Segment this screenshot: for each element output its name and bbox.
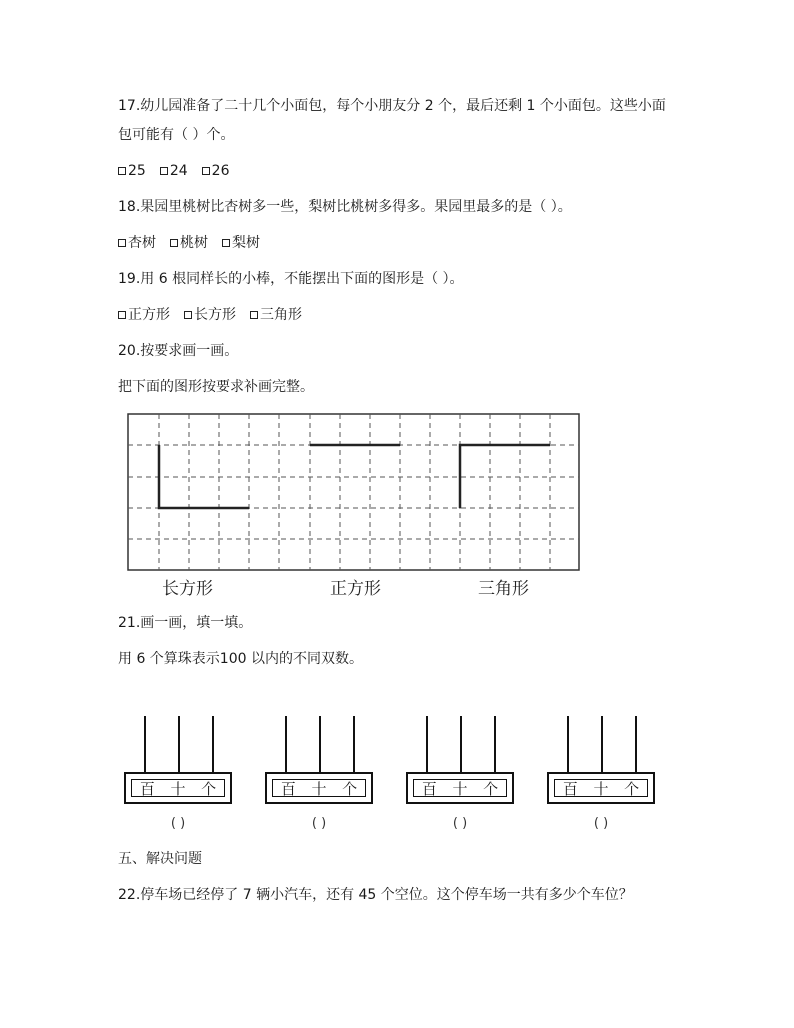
abacus-1[interactable] <box>124 712 236 830</box>
option-label: 25 <box>128 163 146 179</box>
grid-horizontal-lines <box>128 445 579 539</box>
place-ones: 个 <box>483 779 499 798</box>
q19-option-a[interactable] <box>118 306 170 324</box>
checkbox-icon[interactable] <box>222 239 230 247</box>
option-label: 桃树 <box>180 235 208 251</box>
abacus-rod-ones[interactable] <box>353 716 355 772</box>
answer-blank[interactable]: ( ) <box>593 816 609 831</box>
checkbox-icon[interactable] <box>160 167 168 175</box>
abacus-rod-hundreds[interactable] <box>285 716 287 772</box>
place-hundreds: 百 <box>562 779 578 798</box>
abacus-rod-hundreds[interactable] <box>426 716 428 772</box>
abacus-rod-ones[interactable] <box>212 716 214 772</box>
abacus-base <box>265 772 373 804</box>
q19-option-b[interactable] <box>184 306 236 324</box>
checkbox-icon[interactable] <box>118 239 126 247</box>
checkbox-icon[interactable] <box>184 311 192 319</box>
place-ones: 个 <box>624 779 640 798</box>
place-ones: 个 <box>342 779 358 798</box>
abacus-rod-ones[interactable] <box>635 716 637 772</box>
abacus-3[interactable] <box>406 712 518 830</box>
abacus-rod-hundreds[interactable] <box>144 716 146 772</box>
checkbox-icon[interactable] <box>118 167 126 175</box>
label-square: 正方形 <box>330 579 381 599</box>
q17-text-line1: 17.幼儿园准备了二十几个小面包，每个小朋友分 2 个，最后还剩 1 个小面包。这些小面 <box>118 98 666 114</box>
label-triangle: 三角形 <box>478 579 529 599</box>
place-tens: 十 <box>593 779 609 798</box>
answer-blank[interactable]: ( ) <box>452 816 468 831</box>
abacus-rod-hundreds[interactable] <box>567 716 569 772</box>
q21-title: 21.画一画，填一填。 <box>118 615 253 631</box>
q17-text-line2: 包可能有（ ）个。 <box>118 127 235 143</box>
q20-title: 20.按要求画一画。 <box>118 343 239 359</box>
option-label: 正方形 <box>128 307 170 323</box>
q20-instruction: 把下面的图形按要求补画完整。 <box>118 379 314 395</box>
abacus-base <box>406 772 514 804</box>
option-label: 三角形 <box>260 307 302 323</box>
checkbox-icon[interactable] <box>118 311 126 319</box>
place-tens: 十 <box>170 779 186 798</box>
abacus-rod-tens[interactable] <box>601 716 603 772</box>
abacus-2[interactable] <box>265 712 377 830</box>
place-hundreds: 百 <box>139 779 155 798</box>
option-label: 26 <box>211 163 230 179</box>
q22-text: 22.停车场已经停了 7 辆小汽车，还有 45 个空位。这个停车场一共有多少个车位？ <box>118 887 633 903</box>
abacus-rod-ones[interactable] <box>494 716 496 772</box>
q17-option-b[interactable] <box>160 162 188 180</box>
q18-option-a[interactable] <box>118 234 156 252</box>
checkbox-icon[interactable] <box>202 167 210 175</box>
place-ones: 个 <box>201 779 217 798</box>
q17-option-c[interactable] <box>202 162 230 180</box>
abacus-base <box>547 772 655 804</box>
grid-border <box>128 414 579 570</box>
answer-blank[interactable]: ( ) <box>170 816 186 831</box>
place-hundreds: 百 <box>421 779 437 798</box>
option-label: 24 <box>169 163 188 179</box>
section-five-title: 五、解决问题 <box>118 851 202 867</box>
abacus-base <box>124 772 232 804</box>
answer-blank[interactable]: ( ) <box>311 816 327 831</box>
q18-option-b[interactable] <box>170 234 208 252</box>
q19-text: 19.用 6 根同样长的小棒，不能摆出下面的图形是（ ）。 <box>118 271 464 287</box>
option-label: 长方形 <box>194 307 236 323</box>
place-hundreds: 百 <box>280 779 296 798</box>
q17-options <box>118 162 229 180</box>
abacus-rod-tens[interactable] <box>460 716 462 772</box>
option-label: 梨树 <box>232 235 260 251</box>
q18-text: 18.果园里桃树比杏树多一些，梨树比桃树多得多。果园里最多的是（ ）。 <box>118 199 572 215</box>
label-rectangle: 长方形 <box>162 579 213 599</box>
q21-instruction: 用 6 个算珠表示100 以内的不同双数。 <box>118 651 363 667</box>
q18-option-c[interactable] <box>222 234 260 252</box>
place-tens: 十 <box>452 779 468 798</box>
q19-options <box>118 306 302 324</box>
checkbox-icon[interactable] <box>250 311 258 319</box>
abacus-4[interactable] <box>547 712 659 830</box>
place-tens: 十 <box>311 779 327 798</box>
q19-option-c[interactable] <box>250 306 302 324</box>
checkbox-icon[interactable] <box>170 239 178 247</box>
grid-vertical-lines <box>159 414 550 570</box>
abacus-rod-tens[interactable] <box>178 716 180 772</box>
q18-options <box>118 234 260 252</box>
abacus-rod-tens[interactable] <box>319 716 321 772</box>
q17-option-a[interactable] <box>118 162 146 180</box>
option-label: 杏树 <box>128 235 156 251</box>
